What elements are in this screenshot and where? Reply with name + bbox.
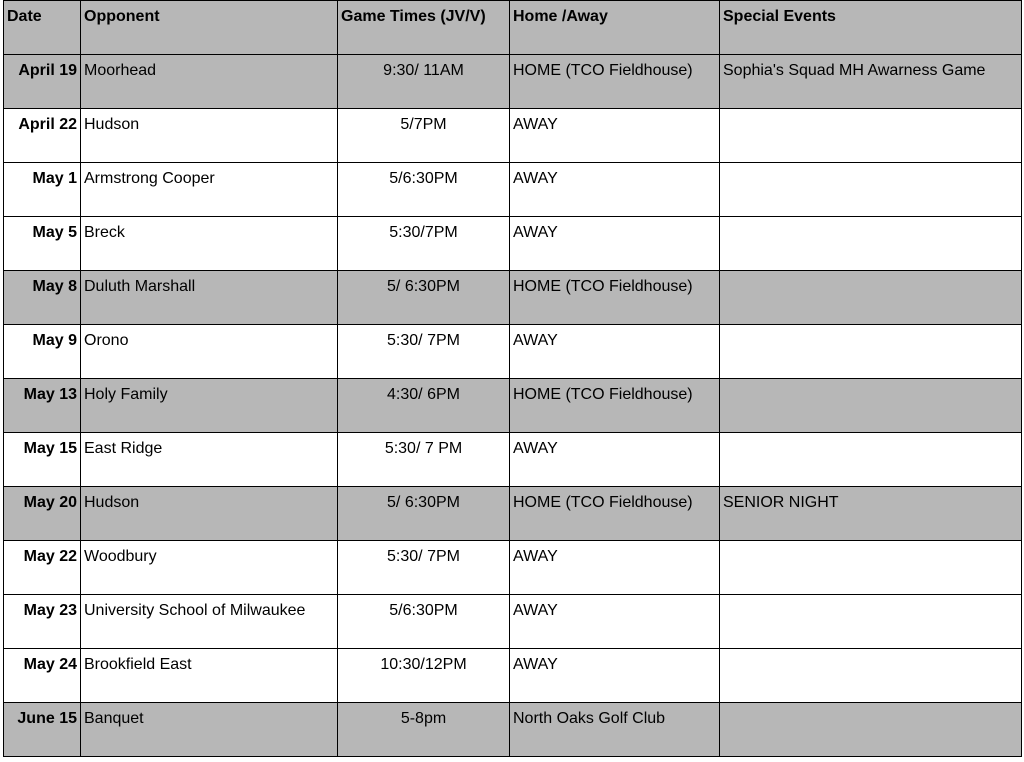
table-row [4,649,1022,703]
table-row [4,595,1022,649]
special-events-cell [720,649,1022,703]
schedule-table [3,0,1022,757]
game-times-cell: 5:30/ 7 PM [338,433,510,487]
game-times-cell: 9:30/ 11AM [338,55,510,109]
game-times-cell: 5-8pm [338,703,510,757]
opponent-cell: Armstrong Cooper [81,163,338,217]
table-row [4,433,1022,487]
date-cell: May 8 [4,271,81,325]
special-events-cell [720,541,1022,595]
game-times-cell: 5:30/ 7PM [338,541,510,595]
header-home-away: Home /Away [510,1,720,55]
table-row [4,217,1022,271]
opponent-cell: Brookfield East [81,649,338,703]
home-away-cell: HOME (TCO Fieldhouse) [510,379,720,433]
home-away-cell: HOME (TCO Fieldhouse) [510,271,720,325]
home-away-cell: AWAY [510,433,720,487]
table-row [4,487,1022,541]
opponent-cell: Hudson [81,109,338,163]
special-events-cell [720,109,1022,163]
opponent-cell: Banquet [81,703,338,757]
game-times-cell: 5/ 6:30PM [338,271,510,325]
date-cell: June 15 [4,703,81,757]
table-row [4,109,1022,163]
date-cell: May 1 [4,163,81,217]
date-cell: May 23 [4,595,81,649]
table-row [4,379,1022,433]
header-game-times: Game Times (JV/V) [338,1,510,55]
game-times-cell: 5/6:30PM [338,595,510,649]
home-away-cell: AWAY [510,109,720,163]
home-away-cell: AWAY [510,217,720,271]
date-cell: May 13 [4,379,81,433]
header-date: Date [4,1,81,55]
game-times-cell: 5/ 6:30PM [338,487,510,541]
opponent-cell: Orono [81,325,338,379]
special-events-cell [720,379,1022,433]
date-cell: May 20 [4,487,81,541]
opponent-cell: Moorhead [81,55,338,109]
special-events-cell [720,595,1022,649]
special-events-cell [720,703,1022,757]
special-events-cell [720,271,1022,325]
date-cell: April 22 [4,109,81,163]
game-times-cell: 5/7PM [338,109,510,163]
header-opponent: Opponent [81,1,338,55]
home-away-cell: AWAY [510,541,720,595]
special-events-cell: SENIOR NIGHT [720,487,1022,541]
opponent-cell: University School of Milwaukee [81,595,338,649]
header-row [4,1,1022,55]
date-cell: May 5 [4,217,81,271]
opponent-cell: Hudson [81,487,338,541]
home-away-cell: AWAY [510,595,720,649]
special-events-cell [720,325,1022,379]
date-cell: May 9 [4,325,81,379]
table-row [4,325,1022,379]
game-times-cell: 5:30/7PM [338,217,510,271]
game-times-cell: 5:30/ 7PM [338,325,510,379]
home-away-cell: AWAY [510,649,720,703]
special-events-cell: Sophia's Squad MH Awarness Game [720,55,1022,109]
special-events-cell [720,163,1022,217]
schedule-body [4,55,1022,757]
header-special-events: Special Events [720,1,1022,55]
table-row [4,271,1022,325]
home-away-cell: AWAY [510,325,720,379]
home-away-cell: North Oaks Golf Club [510,703,720,757]
opponent-cell: Duluth Marshall [81,271,338,325]
special-events-cell [720,217,1022,271]
table-row [4,703,1022,757]
game-times-cell: 5/6:30PM [338,163,510,217]
home-away-cell: AWAY [510,163,720,217]
date-cell: May 24 [4,649,81,703]
table-row [4,163,1022,217]
special-events-cell [720,433,1022,487]
opponent-cell: Holy Family [81,379,338,433]
home-away-cell: HOME (TCO Fieldhouse) [510,487,720,541]
game-times-cell: 10:30/12PM [338,649,510,703]
date-cell: May 15 [4,433,81,487]
table-row [4,541,1022,595]
date-cell: April 19 [4,55,81,109]
opponent-cell: East Ridge [81,433,338,487]
table-row [4,55,1022,109]
opponent-cell: Breck [81,217,338,271]
opponent-cell: Woodbury [81,541,338,595]
game-times-cell: 4:30/ 6PM [338,379,510,433]
date-cell: May 22 [4,541,81,595]
home-away-cell: HOME (TCO Fieldhouse) [510,55,720,109]
